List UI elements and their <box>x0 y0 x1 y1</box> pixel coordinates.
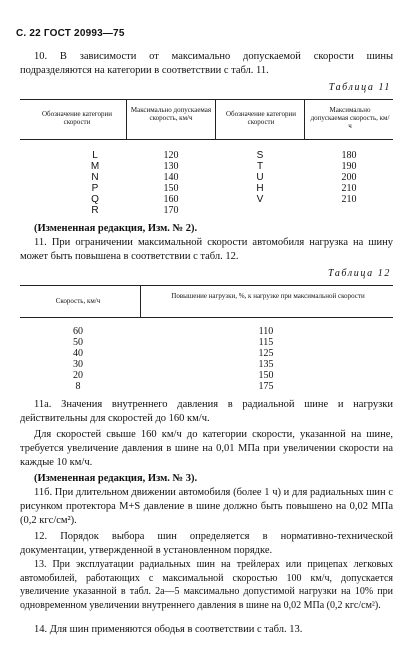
table-cell: 210 <box>341 183 357 194</box>
paragraph-14: 14. Для шин применяются ободья в соответствии с табл. 13. <box>34 624 303 635</box>
table-11-caption: Таблица 11 <box>328 82 391 93</box>
table-11-header-1: Обозначение категории скорости <box>41 110 112 126</box>
table-cell: 175 <box>258 381 274 392</box>
table-cell: 115 <box>258 337 274 348</box>
table-cell: 120 <box>163 150 179 161</box>
table-cell: U <box>256 172 264 183</box>
table-cell: H <box>256 183 264 194</box>
table-cell: 30 <box>73 359 83 370</box>
paragraph-10: 10. В зависимости от максимально допускаемой скорости шины подразделяются на категории в соответствии с табл. 11. <box>20 51 393 76</box>
table-11-header-3: Обозначение категории скорости <box>225 110 296 126</box>
paragraph-11: 11. При ограничении максимальной скорости автомобиля нагрузка на шину может быть повышена в соответствии с табл. 12. <box>20 237 393 262</box>
table-cell: 150 <box>163 183 179 194</box>
table-11-divider <box>215 99 216 139</box>
table-cell: 135 <box>258 359 274 370</box>
table-cell: 150 <box>258 370 274 381</box>
paragraph-11b: 11б. При длительном движении автомобиля (более 1 ч) и для радиальных шин с рисунком протектора M+S давление в шине должно быть повышено на 0,02 МПа (0,2 кгс/см²). <box>20 487 393 526</box>
table-cell: 170 <box>163 205 179 216</box>
paragraph-11a: 11а. Значения внутреннего давления в радиальной шине и нагрузки действительны для скоростей до 160 км/ч. <box>20 399 393 424</box>
table-12-header-rule <box>20 317 393 318</box>
table-12-header-2: Повышение нагрузки, %, к нагрузке при максимальной скорости <box>171 292 365 300</box>
table-11-divider <box>304 99 305 139</box>
table-12-divider <box>140 285 141 317</box>
table-12-top-rule <box>20 285 393 286</box>
table-cell: S <box>256 150 264 161</box>
table-cell: 190 <box>341 161 357 172</box>
table-cell: M <box>90 161 100 172</box>
table-11-divider <box>126 99 127 139</box>
table-cell: 50 <box>73 337 83 348</box>
amendment-note-2: (Измененная редакция, Изм. № 3). <box>34 473 198 484</box>
table-cell: 130 <box>163 161 179 172</box>
paragraph-13: 13. При эксплуатации радиальных шин на трейлерах или прицепах легковых автомобилей, работающих с максимальной скоростью 100 км/ч, допускается увеличение указанной в табл. 2а—5 максимально допустимой нагрузки на 10% при одновременном увеличении внутреннего давления в шине на 0,02 МПа (0,2 кгс/см²). <box>20 559 393 611</box>
paragraph-11a-cont: Для скоростей свыше 160 км/ч до категории скорости, указанной на шине, требуется увеличение давления в шине на 0,01 МПа при увеличении скорости на каждые 10 км/ч. <box>20 429 393 468</box>
table-12-col-2 <box>251 326 281 392</box>
table-cell: 60 <box>73 326 83 337</box>
table-11-header-4: Максимально допускаемая скорость, км/ч <box>310 106 390 130</box>
table-cell: 40 <box>73 348 83 359</box>
table-11-header-rule <box>20 139 393 140</box>
table-cell: 110 <box>258 326 274 337</box>
table-cell: 8 <box>75 381 81 392</box>
table-cell: P <box>91 183 99 194</box>
table-cell: L <box>92 150 98 161</box>
table-cell: 210 <box>341 194 357 205</box>
table-cell: Q <box>91 194 99 205</box>
table-12-col-1 <box>63 326 93 392</box>
table-cell: 160 <box>163 194 179 205</box>
paragraph-12: 12. Порядок выбора шин определяется в нормативно-технической документации, утвержденной в установленном порядке. <box>20 531 393 556</box>
page-header: С. 22 ГОСТ 20993—75 <box>16 28 125 39</box>
table-cell: 140 <box>163 172 179 183</box>
table-12-caption: Таблица 12 <box>328 268 391 279</box>
table-11-top-rule <box>20 99 393 100</box>
table-cell: 20 <box>73 370 83 381</box>
table-11-col-4 <box>334 150 364 205</box>
table-11-col-3 <box>250 150 270 205</box>
table-12-header-1: Скорость, км/ч <box>55 297 101 305</box>
table-cell: 180 <box>341 150 357 161</box>
table-cell: R <box>91 205 99 216</box>
amendment-note-1: (Измененная редакция, Изм. № 2). <box>34 223 198 234</box>
table-11-col-2 <box>156 150 186 216</box>
table-cell: T <box>256 161 264 172</box>
table-cell: N <box>91 172 99 183</box>
table-cell: 200 <box>341 172 357 183</box>
table-cell: V <box>256 194 264 205</box>
table-11-col-1 <box>85 150 105 216</box>
table-11-header-2: Максимально допускаемая скорость, км/ч <box>130 106 212 122</box>
table-cell: 125 <box>258 348 274 359</box>
